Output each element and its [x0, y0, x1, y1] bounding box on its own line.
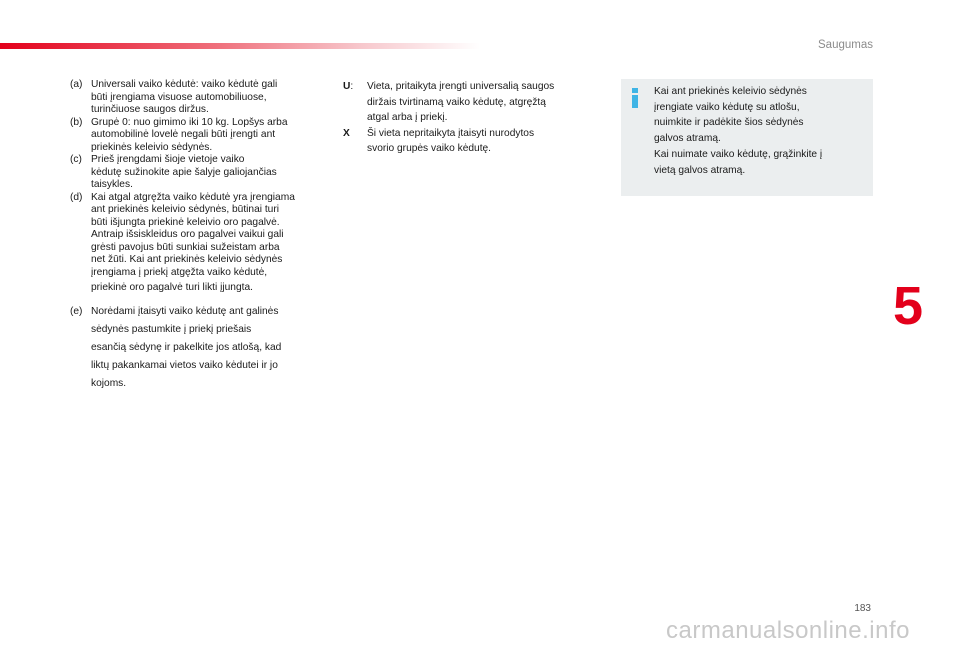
text-line: įrengiama į priekį atgęžta vaiko kėdutė,: [91, 266, 268, 278]
footnote-label: (d): [70, 191, 83, 203]
text-line: vietą galvos atramą.: [654, 164, 746, 176]
watermark: carmanualsonline.info: [666, 617, 910, 644]
footnote-text: [91, 117, 325, 155]
text-line: diržais tvirtinamą vaiko kėdutę, atgręžtą: [367, 96, 546, 108]
legend-text: [367, 126, 534, 157]
text-line: automobilinė lovelė negali būti įrengti ant: [91, 129, 276, 140]
legend-column: [343, 79, 603, 157]
text-line: Kai atgal atgręžta vaiko kėdutė yra įrengiama: [91, 191, 295, 203]
footnote-text: [91, 154, 325, 192]
text-line: galvos atramą.: [654, 133, 721, 145]
footnote-text: [91, 79, 325, 117]
text-line: Kai nuimate vaiko kėdutę, grąžinkite į: [654, 148, 823, 160]
footnote-d: [70, 192, 325, 295]
legend-separator: :: [350, 81, 354, 92]
text-line: net žūti. Kai ant priekinės keleivio sėdynės: [91, 254, 283, 265]
legend-key-letter: U: [343, 81, 351, 92]
text-line: būti išjungta priekinė keleivio oro pagalvė.: [91, 216, 280, 228]
text-line: būti įrengiama visuose automobiliuose,: [91, 91, 267, 103]
text-line: Grupė 0: nuo gimimo iki 10 kg. Lopšys arba: [91, 116, 288, 128]
info-icon-dot: [632, 88, 638, 93]
header-accent-bar: [0, 43, 480, 49]
text-line: sėdynės pastumkite į priekį priešais: [91, 323, 252, 335]
info-box: [621, 79, 873, 196]
text-line: ant priekinės keleivio sėdynės, būtinai turi: [91, 204, 280, 215]
legend-text: [367, 79, 554, 126]
text-line: turinčiuose saugos diržus.: [91, 104, 209, 115]
legend-item-x: [343, 126, 603, 157]
footnote-text: [91, 192, 325, 295]
text-line: svorio grupės vaiko kėdutę.: [367, 143, 492, 155]
text-line: priekinė oro pagalvė turi likti įjungta.: [91, 282, 253, 293]
footnote-e: [70, 303, 325, 393]
text-line: Vieta, pritaikyta įrengti universalią saugos: [367, 81, 555, 92]
footnote-label: (c): [70, 154, 82, 165]
footnote-label: (a): [70, 79, 83, 90]
text-line: nuimkite ir padėkite šios sėdynės: [654, 117, 804, 129]
footnote-b: [70, 117, 325, 155]
text-line: kėdutę sužinokite apie šalyje galiojančias: [91, 166, 277, 178]
text-line: Norėdami įtaisyti vaiko kėdutę ant galinės: [91, 305, 279, 317]
info-text: [654, 84, 864, 178]
text-line: įrengiate vaiko kėdutę su atlošu,: [654, 101, 800, 113]
text-line: grėsti pavojus būti sunkiai sužeistam arba: [91, 241, 280, 253]
legend-key: [343, 79, 367, 126]
page-number: 183: [854, 603, 871, 614]
text-line: Kai ant priekinės keleivio sėdynės: [654, 86, 807, 97]
info-icon: [631, 88, 640, 108]
legend-item-u: [343, 79, 603, 126]
text-line: Ši vieta nepritaikyta įtaisyti nurodytos: [367, 127, 535, 139]
chapter-number: 5: [893, 276, 924, 336]
info-icon-stem: [632, 95, 638, 108]
footnote-c: [70, 154, 325, 192]
legend-key: [343, 126, 367, 157]
text-line: esančią sėdynę ir pakelkite jos atlošą, kad: [91, 341, 282, 353]
section-title: Saugumas: [818, 39, 873, 51]
text-line: Universali vaiko kėdutė: vaiko kėdutė gali: [91, 79, 278, 90]
text-line: atgal arba į priekį.: [367, 112, 448, 124]
text-line: Prieš įrengdami šioje vietoje vaiko: [91, 154, 245, 165]
footnote-text: [91, 303, 325, 393]
text-line: Antraip išsiskleidus oro pagalvei vaikui gali: [91, 229, 284, 240]
text-line: liktų pakankamai vietos vaiko kėdutei ir jo: [91, 359, 278, 371]
footnote-label: (e): [70, 305, 83, 317]
text-line: kojoms.: [91, 377, 127, 389]
footnote-a: [70, 79, 325, 117]
legend-key-letter: X: [343, 127, 350, 139]
footnotes-column: [70, 79, 325, 393]
footnote-label: (b): [70, 116, 83, 128]
text-line: taisykles.: [91, 179, 133, 190]
text-line: priekinės keleivio sėdynės.: [91, 141, 213, 153]
